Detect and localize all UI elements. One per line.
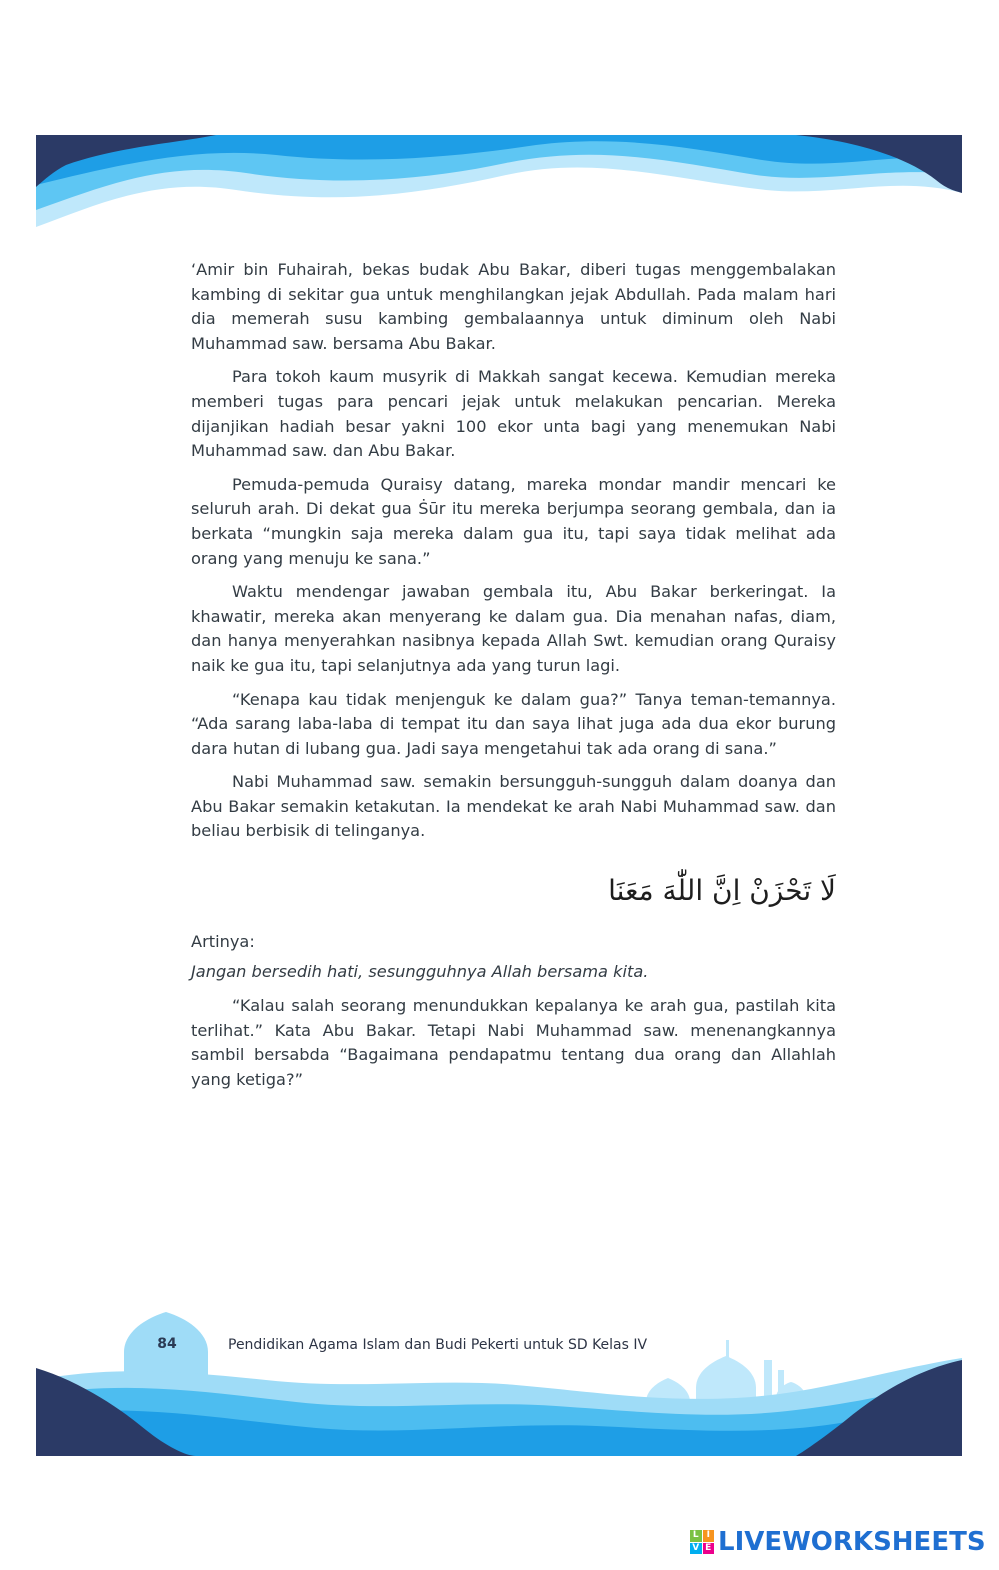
arabic-verse: لَا تَحْزَنْ اِنَّ اللّٰهَ مَعَنَا [608, 874, 836, 907]
translation-label: Artinya: [191, 932, 255, 951]
main-text [191, 258, 836, 853]
paragraph: “Kalau salah seorang menundukkan kepalanya ke arah gua, pastilah kita terlihat.” Kata Abu Bakar. Tetapi Nabi Muhammad saw. menenangkannya sambil bersabda “Bagaimana pendapatmu tentang dua orang dan Allahlah yang ketiga?” [191, 996, 836, 1089]
watermark-text: LIVEWORKSHEETS [718, 1527, 986, 1557]
paragraph: Pemuda-pemuda Quraisy datang, mareka mondar mandir mencari ke seluruh arah. Di dekat gua Ṡūr itu mereka berjumpa seorang gembala, dan ia berkata “mungkin saja mereka dalam gua itu, tapi saya tidak melihat ada orang yang menuju ke sana.” [191, 474, 836, 568]
paragraph: Para tokoh kaum musyrik di Makkah sangat kecewa. Kemudian mereka memberi tugas para pencari jejak untuk melakukan pencarian. Mereka dijanjikan hadiah besar yakni 100 ekor unta bagi yang menemukan Nabi Muhammad saw. dan Abu Bakar. [191, 367, 836, 461]
paragraph: “Kenapa kau tidak menjenguk ke dalam gua?” Tanya teman-temannya. “Ada sarang laba-laba di tempat itu dan saya lihat juga ada dua ekor burung dara hutan di lubang gua. Jadi saya mengetahui tak ada orang di sana.” [191, 689, 836, 758]
paragraph: Waktu mendengar jawaban gembala itu, Abu Bakar berkeringat. Ia khawatir, mereka akan menyerang ke dalam gua. Dia menahan nafas, diam, dan hanya menyerahkan nasibnya kepada Allah Swt. kemudian orang Quraisy naik ke gua itu, tapi selanjutnya ada yang turun lagi. [191, 582, 836, 675]
paragraph: ‘Amir bin Fuhairah, bekas budak Abu Bakar, diberi tugas menggembalakan kambing di sekitar gua untuk menghilangkan jejak Abdullah. Pada malam hari dia memerah susu kambing gembalaannya untuk diminum oleh Nabi Muhammad saw. bersama Abu Bakar. [191, 260, 836, 353]
paragraph: Nabi Muhammad saw. semakin bersungguh-sungguh dalam doanya dan Abu Bakar semakin ketakutan. Ia mendekat ke arah Nabi Muhammad saw. dan beliau berbisik di telinganya. [191, 772, 836, 841]
liveworksheets-logo-icon: L I V E [690, 1530, 714, 1554]
footer-wave-decoration [36, 1310, 962, 1456]
book-title: Pendidikan Agama Islam dan Budi Pekerti untuk SD Kelas IV [228, 1337, 648, 1353]
header-wave-decoration [36, 135, 962, 230]
closing-text [191, 994, 836, 1092]
page-number: 84 [157, 1336, 177, 1352]
translation-text: Jangan bersedih hati, sesungguhnya Allah bersama kita. [191, 962, 649, 981]
watermark [690, 1526, 986, 1558]
